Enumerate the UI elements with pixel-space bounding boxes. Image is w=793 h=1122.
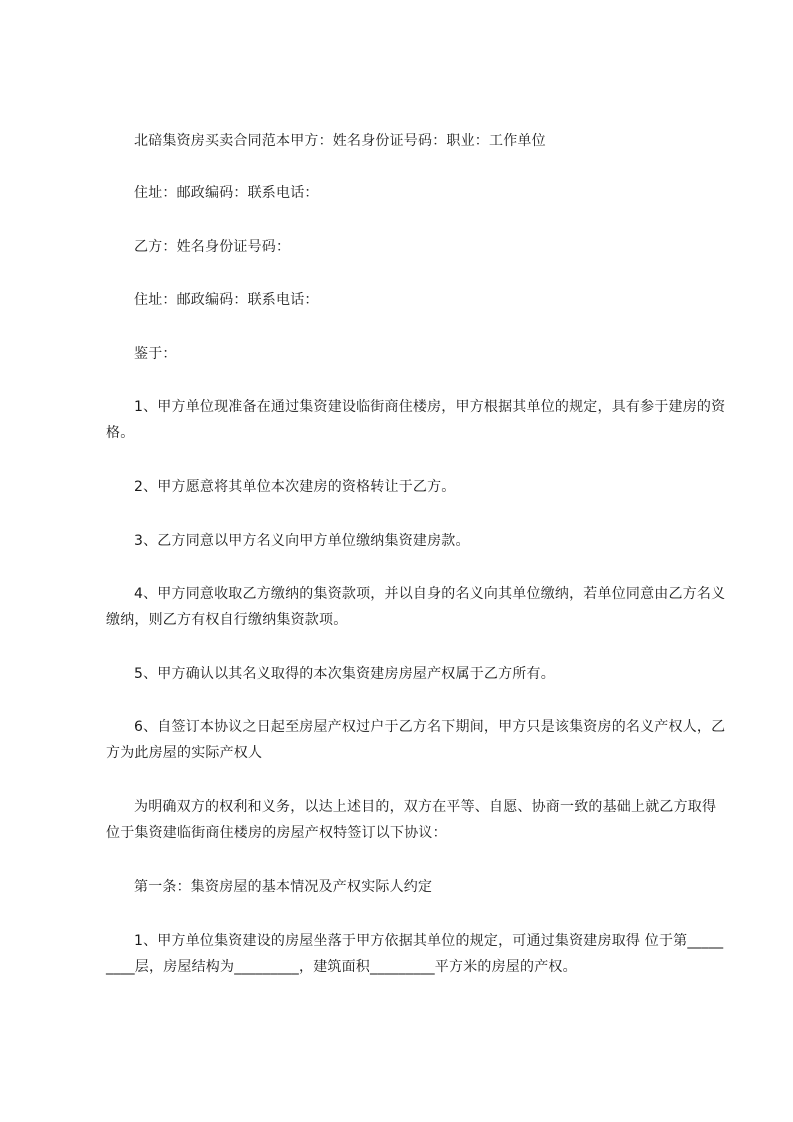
paragraph-article-1-heading: 第一条：集资房屋的基本情况及产权实际人约定 bbox=[134, 879, 433, 895]
paragraph-item-2: 2、甲方愿意将其单位本次建房的资格转让于乙方。 bbox=[134, 479, 456, 495]
paragraph-purpose: 为明确双方的权利和义务，以达上述目的，双方在平等、自愿、协商一致的基础上就乙方取得位于集资建临街商住楼房的房屋产权特签订以下协议： bbox=[106, 799, 717, 841]
paragraph-party-b: 乙方：姓名身份证号码： bbox=[134, 239, 291, 255]
paragraph-whereas: 鉴于： bbox=[134, 346, 177, 362]
paragraph-party-b-address: 住址：邮政编码：联系电话： bbox=[134, 292, 319, 308]
paragraph-article-1-clause-1: 1、甲方单位集资建设的房屋坐落于甲方依据其单位的规定，可通过集资建房取得 位于第_________层，房屋结构为_________，建筑面积_________平方米的房屋的产权。 bbox=[106, 933, 724, 975]
paragraph-item-6: 6、自签订本协议之日起至房屋产权过户于乙方名下期间，甲方只是该集资房的名义产权人，乙方为此房屋的实际产权人 bbox=[106, 719, 726, 761]
paragraph-item-4: 4、甲方同意收取乙方缴纳的集资款项，并以自身的名义向其单位缴纳，若单位同意由乙方名义缴纳，则乙方有权自行缴纳集资款项。 bbox=[106, 586, 726, 628]
paragraph-item-1: 1、甲方单位现准备在通过集资建设临街商住楼房，甲方根据其单位的规定，具有参于建房的资格。 bbox=[106, 399, 726, 441]
paragraph-item-3: 3、乙方同意以甲方名义向甲方单位缴纳集资建房款。 bbox=[134, 533, 470, 549]
paragraph-item-5: 5、甲方确认以其名义取得的本次集资建房房屋产权属于乙方所有。 bbox=[134, 666, 555, 682]
paragraph-party-a-address: 住址：邮政编码：联系电话： bbox=[134, 185, 319, 201]
paragraph-title: 北碚集资房买卖合同范本甲方：姓名身份证号码：职业：工作单位 bbox=[134, 133, 546, 149]
